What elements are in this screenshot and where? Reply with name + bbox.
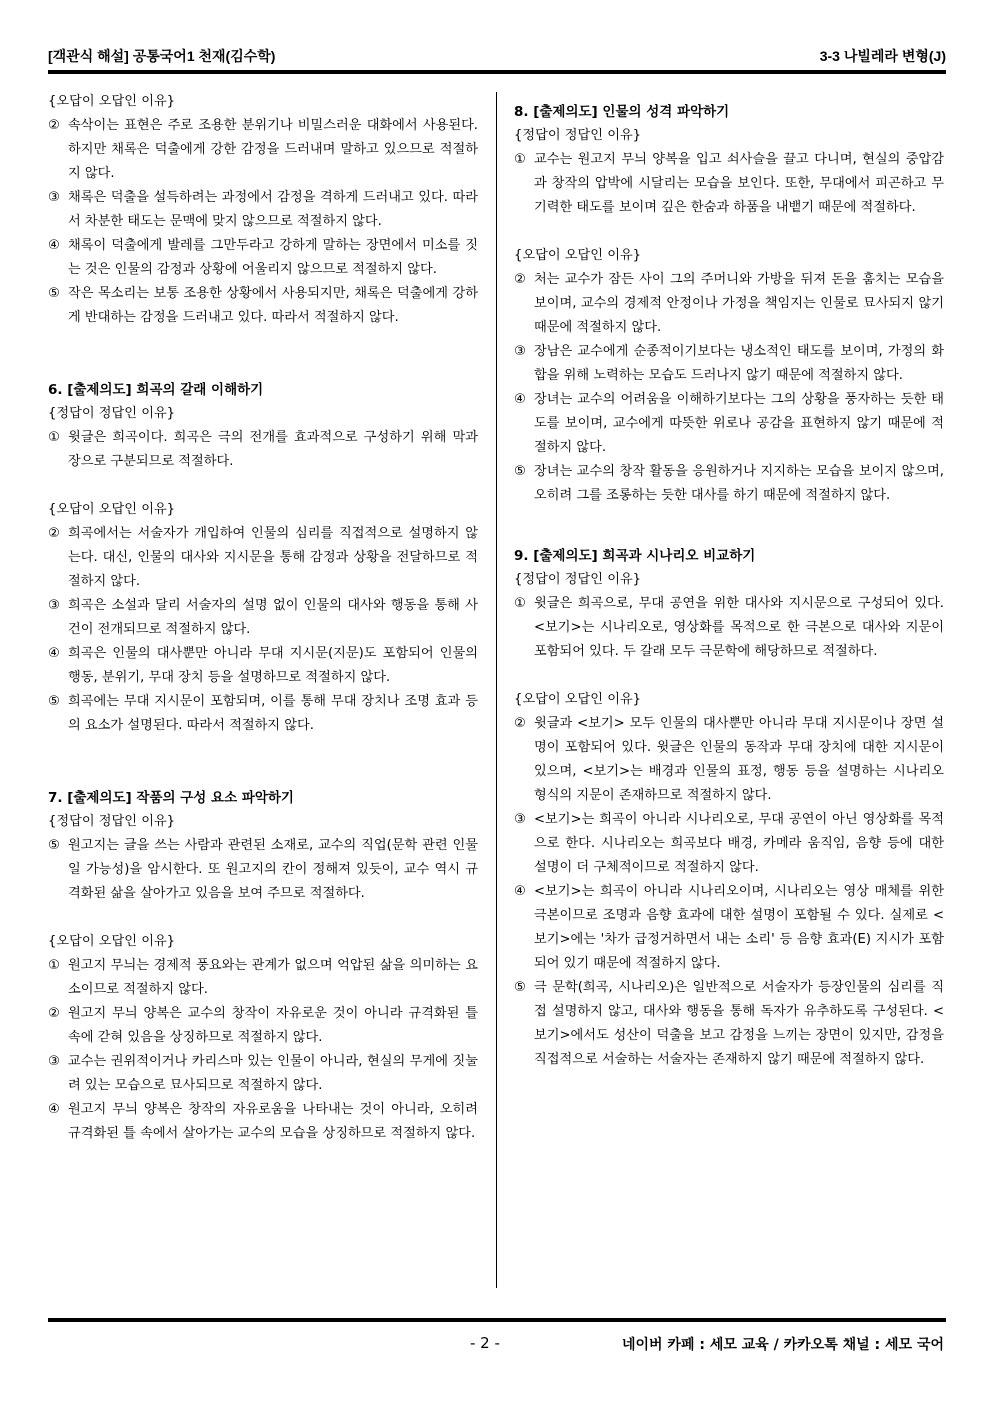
answer-item	[514, 808, 944, 880]
choice-number: ④	[514, 884, 526, 899]
answer-reason-label: {오답이 오답인 이유}	[48, 502, 176, 517]
answer-reason-label: {오답이 오답인 이유}	[514, 692, 642, 707]
explanation-text: 작은 목소리는 보통 조용한 상황에서 사용되지만, 채록은 덕출에게 강하게 반대하는 감정을 드러내고 있다. 따라서 적절하지 않다.	[68, 286, 478, 325]
choice-number: ②	[48, 526, 60, 541]
choice-number: ③	[48, 1054, 60, 1069]
answer-item	[48, 234, 478, 282]
section-title: 7. [출제의도] 작품의 구성 요소 파악하기	[48, 790, 294, 806]
explanation-text: 속삭이는 표현은 주로 조용한 분위기나 비밀스러운 대화에서 사용된다. 하지만 채록은 덕출에게 강한 감정을 드러내며 말하고 있으므로 적절하지 않다.	[68, 118, 478, 181]
spacer	[48, 330, 478, 354]
explanation-text: 채록은 덕출을 설득하려는 과정에서 감정을 격하게 드러내고 있다. 따라서 차분한 태도는 문맥에 맞지 않으므로 적절하지 않다.	[68, 190, 478, 229]
answer-reason-label: {오답이 오답인 이유}	[514, 248, 642, 263]
explanation-text: 극 문학(희곡, 시나리오)은 일반적으로 서술자가 등장인물의 심리를 직접 설명하지 않고, 대사와 행동을 통해 독자가 유추하도록 구성된다. <보기>에서도 성산이 덕출을 보고 감정을 느끼는 장면이 있지만, 감정을 직접적으로 서술하는 서술자는 존재하지 않기 때문에 적절하지 않다.	[534, 980, 944, 1067]
choice-number: ④	[48, 646, 60, 661]
choice-number: ⑤	[48, 286, 60, 301]
explanation-text: 원고지는 글을 쓰는 사람과 관련된 소재로, 교수의 직업(문학 관련 인물일 가능성)을 암시한다. 또 원고지의 칸이 정해져 있듯이, 교수 역시 규격화된 삶을 살아가고 있음을 보여 주므로 적절하다.	[68, 838, 478, 901]
answer-item	[514, 592, 944, 664]
answer-item	[48, 1050, 478, 1098]
answer-item	[48, 690, 478, 738]
section-title: 9. [출제의도] 희곡과 시나리오 비교하기	[514, 548, 756, 564]
choice-number: ⑤	[514, 980, 526, 995]
section-title: 6. [출제의도] 희곡의 갈래 이해하기	[48, 382, 264, 398]
answer-item	[514, 340, 944, 388]
footer-rule	[48, 1318, 946, 1322]
column-divider	[496, 92, 497, 1288]
choice-number: ②	[48, 118, 60, 133]
answer-item	[514, 976, 944, 1072]
explanation-text: <보기>는 희곡이 아니라 시나리오이며, 시나리오는 영상 매체를 위한 극본이므로 조명과 음향 효과에 대한 설명이 포함될 수 있다. 실제로 <보기>에는 '차가 급정거하면서 내는 소리' 등 음향 효과(E) 지시가 포함되어 있기 때문에 적절하지 않다.	[534, 884, 944, 971]
explanation-text: 교수는 원고지 무늬 양복을 입고 쇠사슬을 끌고 다니며, 현실의 중압감과 창작의 압박에 시달리는 모습을 보인다. 또한, 무대에서 피곤하고 무기력한 태도를 보이며 깊은 한숨과 하품을 내뱉기 때문에 적절하다.	[534, 152, 944, 215]
spacer	[514, 220, 944, 244]
choice-number: ③	[514, 344, 526, 359]
right-column	[514, 100, 944, 1072]
answer-reason-label: {정답이 정답인 이유}	[514, 572, 642, 587]
answer-item	[48, 186, 478, 234]
answer-reason-label: {정답이 정답인 이유}	[48, 406, 176, 421]
choice-number: ①	[48, 430, 60, 445]
explanation-text: 교수는 권위적이거나 카리스마 있는 인물이 아니라, 현실의 무게에 짓눌려 있는 모습으로 묘사되므로 적절하지 않다.	[68, 1054, 478, 1093]
answer-item	[48, 1002, 478, 1050]
spacer	[48, 906, 478, 930]
spacer	[48, 474, 478, 498]
explanation-text: 윗글과 <보기> 모두 인물의 대사뿐만 아니라 무대 지시문이나 장면 설명이 포함되어 있다. 윗글은 인물의 동작과 무대 장치에 대한 지시문이 있으며, <보기>는 배경과 인물의 표정, 행동 등을 설명하는 시나리오 형식의 지문이 존재하므로 적절하지 않다.	[534, 716, 944, 803]
explanation-text: 원고지 무늬 양복은 교수의 창작이 자유로운 것이 아니라 규격화된 틀 속에 갇혀 있음을 상징하므로 적절하지 않다.	[68, 1006, 478, 1045]
explanation-text: 희곡은 소설과 달리 서술자의 설명 없이 인물의 대사와 행동을 통해 사건이 전개되므로 적절하지 않다.	[68, 598, 478, 637]
answer-item	[514, 388, 944, 460]
answer-item	[48, 426, 478, 474]
spacer	[514, 664, 944, 688]
explanation-text: 윗글은 희곡이다. 희곡은 극의 전개를 효과적으로 구성하기 위해 막과 장으로 구분되므로 적절하다.	[68, 430, 478, 469]
answer-item	[48, 642, 478, 690]
spacer	[514, 508, 944, 532]
answer-item	[514, 268, 944, 340]
answer-item	[514, 148, 944, 220]
spacer	[48, 738, 478, 762]
left-column	[48, 90, 478, 1146]
answer-item	[48, 594, 478, 642]
choice-number: ⑤	[48, 694, 60, 709]
choice-number: ①	[514, 152, 526, 167]
choice-number: ⑤	[514, 464, 526, 479]
choice-number: ③	[514, 812, 526, 827]
answer-reason-label: {정답이 정답인 이유}	[48, 814, 176, 829]
answer-item	[514, 712, 944, 808]
spacer	[48, 354, 478, 378]
answer-item	[48, 282, 478, 330]
page-number: - 2 -	[470, 1334, 500, 1352]
explanation-text: 원고지 무늬는 경제적 풍요와는 관계가 없으며 억압된 삶을 의미하는 요소이므로 적절하지 않다.	[68, 958, 478, 997]
answer-reason-label: {정답이 정답인 이유}	[514, 128, 642, 143]
header-rule	[48, 70, 946, 74]
choice-number: ④	[48, 1102, 60, 1117]
header-right-title: 3-3 나빌레라 변형(J)	[819, 48, 946, 64]
answer-item	[48, 522, 478, 594]
choice-number: ③	[48, 598, 60, 613]
explanation-text: 장녀는 교수의 창작 활동을 응원하거나 지지하는 모습을 보이지 않으며, 오히려 그를 조롱하는 듯한 대사를 하기 때문에 적절하지 않다.	[534, 464, 944, 503]
answer-item	[48, 954, 478, 1002]
choice-number: ②	[514, 716, 526, 731]
choice-number: ①	[514, 596, 526, 611]
explanation-text: 원고지 무늬 양복은 창작의 자유로움을 나타내는 것이 아니라, 오히려 규격화된 틀 속에서 살아가는 교수의 모습을 상징하므로 적절하지 않다.	[68, 1102, 478, 1141]
header-left-title: [객관식 해설] 공통국어1 천재(김수학)	[48, 48, 276, 64]
answer-item	[48, 834, 478, 906]
choice-number: ③	[48, 190, 60, 205]
explanation-text: 채록이 덕출에게 발레를 그만두라고 강하게 말하는 장면에서 미소를 짓는 것은 인물의 감정과 상황에 어울리지 않으므로 적절하지 않다.	[68, 238, 478, 277]
footer-channel-info: 네이버 카페 : 세모 교육 / 카카오톡 채널 : 세모 국어	[621, 1337, 944, 1353]
explanation-text: <보기>는 희곡이 아니라 시나리오로, 무대 공연이 아닌 영상화를 목적으로 한다. 시나리오는 희곡보다 배경, 카메라 움직임, 음향 등에 대한 설명이 더 구체적이므로 적절하지 않다.	[534, 812, 944, 875]
explanation-text: 윗글은 희곡으로, 무대 공연을 위한 대사와 지시문으로 구성되어 있다. <보기>는 시나리오로, 영상화를 목적으로 한 극본으로 대사와 지문이 포함되어 있다. 두 갈래 모두 극문학에 해당하므로 적절하다.	[534, 596, 944, 659]
answer-item	[514, 880, 944, 976]
choice-number: ②	[514, 272, 526, 287]
explanation-text: 장남은 교수에게 순종적이기보다는 냉소적인 태도를 보이며, 가정의 화합을 위해 노력하는 모습도 드러나지 않기 때문에 적절하지 않다.	[534, 344, 944, 383]
explanation-text: 처는 교수가 잠든 사이 그의 주머니와 가방을 뒤져 돈을 훔치는 모습을 보이며, 교수의 경제적 안정이나 가정을 책임지는 인물로 묘사되지 않기 때문에 적절하지 않다.	[534, 272, 944, 335]
answer-reason-label: {오답이 오답인 이유}	[48, 934, 176, 949]
explanation-text: 장녀는 교수의 어려움을 이해하기보다는 그의 상황을 풍자하는 듯한 태도를 보이며, 교수에게 따뜻한 위로나 공감을 표현하지 않기 때문에 적절하지 않다.	[534, 392, 944, 455]
answer-item	[48, 1098, 478, 1146]
spacer	[514, 532, 944, 544]
answer-item	[48, 114, 478, 186]
answer-reason-label: {오답이 오답인 이유}	[48, 94, 176, 109]
choice-number: ①	[48, 958, 60, 973]
choice-number: ②	[48, 1006, 60, 1021]
choice-number: ⑤	[48, 838, 60, 853]
section-title: 8. [출제의도] 인물의 성격 파악하기	[514, 104, 730, 120]
explanation-text: 희곡에는 무대 지시문이 포함되며, 이를 통해 무대 장치나 조명 효과 등의 요소가 설명된다. 따라서 적절하지 않다.	[68, 694, 478, 733]
answer-item	[514, 460, 944, 508]
choice-number: ④	[514, 392, 526, 407]
explanation-text: 희곡은 인물의 대사뿐만 아니라 무대 지시문(지문)도 포함되어 인물의 행동, 분위기, 무대 장치 등을 설명하므로 적절하지 않다.	[68, 646, 478, 685]
choice-number: ④	[48, 238, 60, 253]
spacer	[48, 762, 478, 786]
page-header	[48, 42, 946, 70]
explanation-text: 희곡에서는 서술자가 개입하여 인물의 심리를 직접적으로 설명하지 않는다. 대신, 인물의 대사와 지시문을 통해 감정과 상황을 전달하므로 적절하지 않다.	[68, 526, 478, 589]
